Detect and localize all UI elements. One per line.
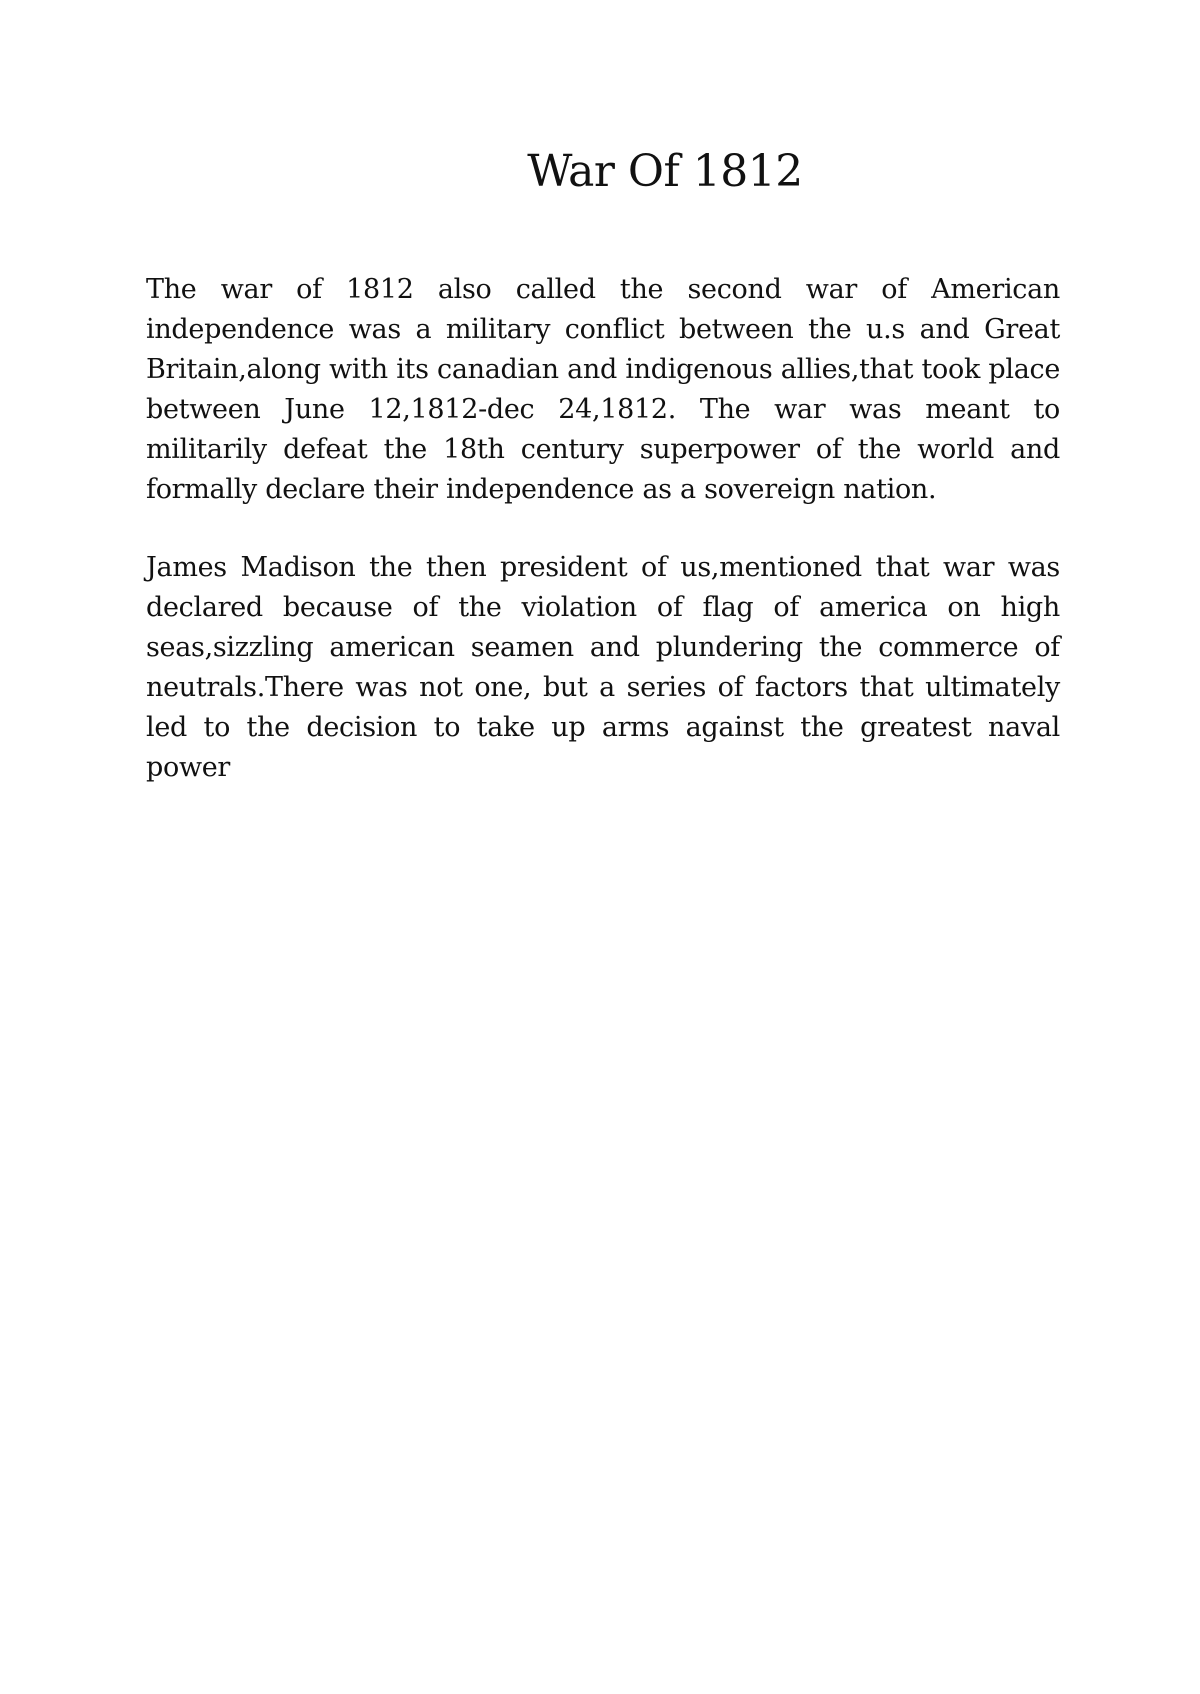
paragraph-intro: The war of 1812 also called the second war of American independence was a military conflict between the u.s and Great Britain,along with its canadian and indigenous allies,that took place between June 12,1812-dec 24,1812. The war was meant to militarily defeat the 18th century superpower of the world and formally declare their independence as a sovereign nation. (146, 274, 1060, 505)
document-title: War Of 1812 (527, 146, 803, 197)
document-body (146, 270, 1060, 826)
paragraph-madison: James Madison the then president of us,mentioned that war was declared because of the violation of flag of america on high seas,sizzling american seamen and plundering the commerce of neutrals.There was not one, but a series of factors that ultimately led to the decision to take up arms against the greatest naval power (146, 552, 1060, 783)
